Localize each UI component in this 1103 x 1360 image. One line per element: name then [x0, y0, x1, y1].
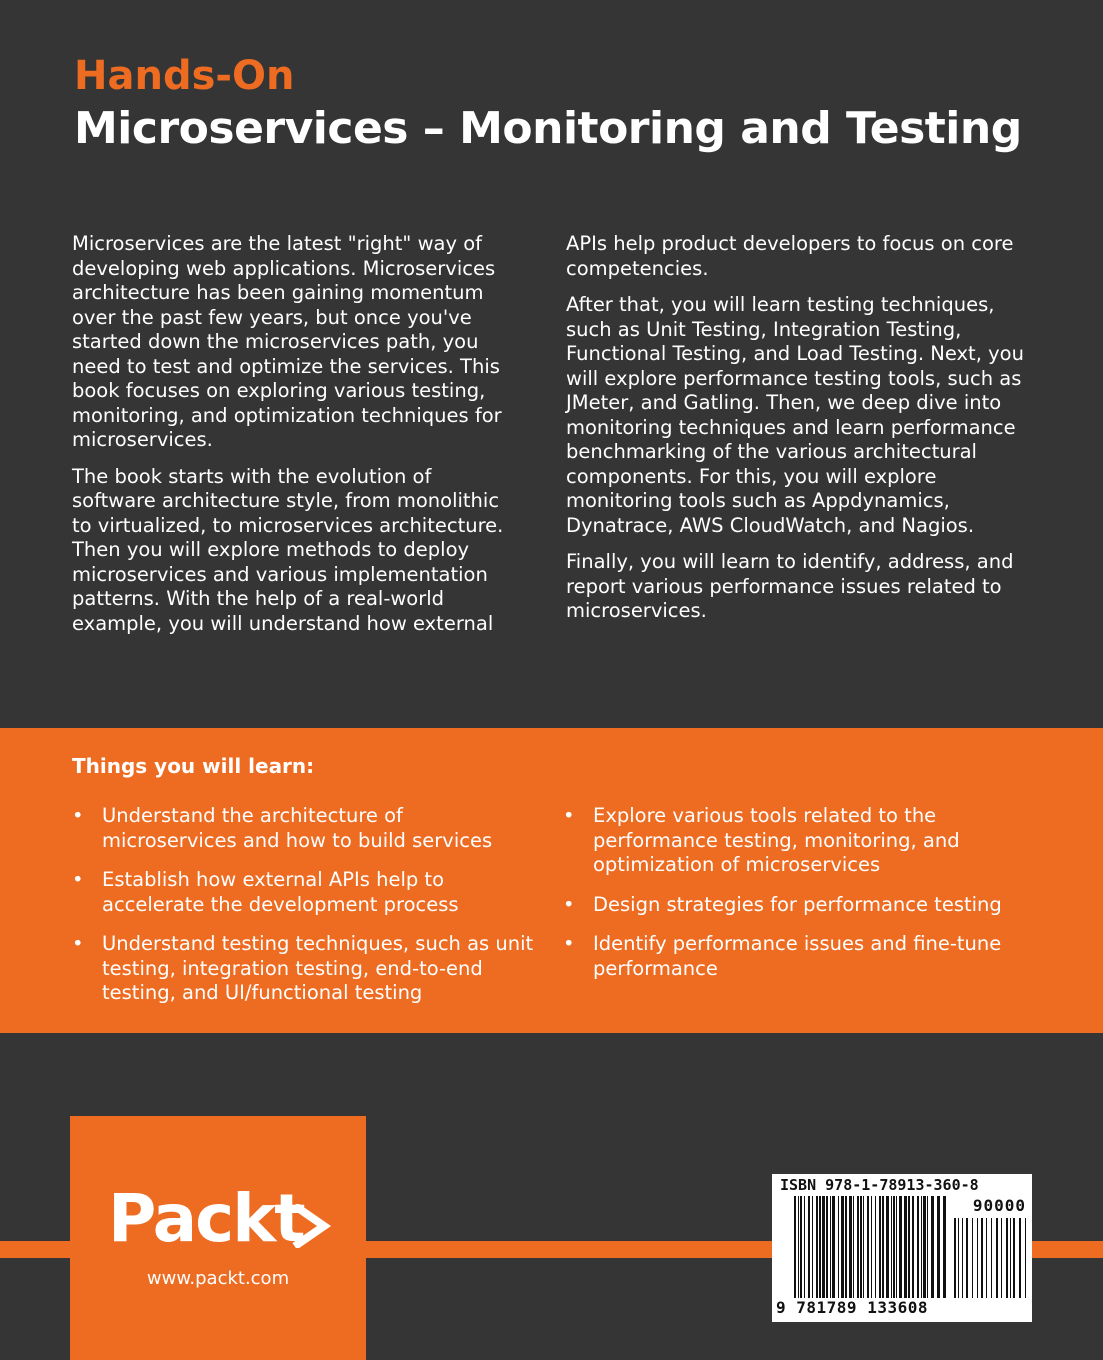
barcode-bar: [798, 1196, 799, 1298]
barcode-bar: [853, 1196, 854, 1298]
learn-item-text: Identify performance issues and fine-tune performance: [593, 932, 1002, 980]
barcode-bar: [937, 1196, 940, 1298]
barcode-bar: [943, 1196, 946, 1298]
barcode-bar: [927, 1196, 928, 1298]
barcode-bar: [808, 1196, 810, 1298]
learn-list-right: [563, 804, 1023, 996]
barcode-bar: [893, 1196, 895, 1298]
barcode-bar: [908, 1196, 910, 1298]
barcode-bar: [822, 1196, 825, 1298]
barcode-bar: [875, 1196, 876, 1298]
learn-item: [563, 932, 1023, 981]
barcode-bar: [912, 1196, 914, 1298]
barcode-bar: [826, 1196, 828, 1298]
barcode-bar: [871, 1196, 872, 1298]
barcode-bar: [923, 1196, 926, 1298]
isbn-label: ISBN 978-1-78913-360-8: [780, 1176, 979, 1194]
description-paragraph: APIs help product developers to focus on core competencies.: [566, 232, 1014, 280]
barcode-bar: [832, 1196, 835, 1298]
barcode-bar: [879, 1196, 881, 1298]
addon-bar: [966, 1218, 968, 1298]
barcode-bar: [841, 1196, 844, 1298]
learn-item: [563, 893, 1023, 918]
title-line-1: Hands-On: [74, 53, 295, 99]
learn-item-text: Understand testing techniques, such as unit testing, integration testing, end-to-end testing, and UI/functional testing: [102, 932, 534, 1004]
barcode-bar: [867, 1196, 869, 1298]
learn-item: [72, 868, 542, 917]
barcode-bar: [845, 1196, 847, 1298]
barcode-bar: [794, 1196, 796, 1298]
barcode-bar: [886, 1196, 889, 1298]
barcode-bar: [804, 1196, 805, 1298]
bullet-icon: •: [563, 932, 575, 955]
barcode-bar: [860, 1196, 862, 1298]
bullet-icon: •: [72, 868, 84, 891]
barcode-bar: [899, 1196, 902, 1298]
description-paragraph: Finally, you will learn to identify, address, and report various performance issues related to microservices.: [566, 550, 1014, 622]
addon-bar: [972, 1218, 973, 1298]
addon-bar: [1010, 1218, 1011, 1298]
learn-list-left: [72, 804, 542, 1021]
barcode-bar: [800, 1196, 802, 1298]
book-title: [74, 52, 1022, 158]
addon-bar: [962, 1218, 963, 1298]
learn-heading: Things you will learn:: [72, 754, 315, 778]
description-left-column: [72, 232, 520, 648]
learn-item: [72, 804, 542, 853]
learn-item-text: Design strategies for performance testing: [593, 892, 1002, 916]
bullet-icon: •: [72, 804, 84, 827]
description-paragraph: The book starts with the evolution of software architecture style, from monolithic to virtualized, to microservices architecture. Then you will explore methods to deploy microservices and various implementation patterns. With the help of a real-world example, you will understand how external: [72, 464, 504, 635]
addon-bar: [958, 1218, 959, 1298]
addon-bar: [996, 1218, 998, 1298]
packt-logo-text: Packt: [108, 1180, 304, 1257]
barcode-bar: [917, 1196, 919, 1298]
learn-item-text: Understand the architecture of microservices and how to build services: [102, 804, 493, 852]
bullet-icon: •: [563, 892, 575, 916]
barcode-bar: [849, 1196, 852, 1298]
ean-number: 9 781789 133608: [776, 1298, 928, 1317]
learn-item: [72, 932, 542, 1006]
addon-bar: [981, 1218, 983, 1298]
description-right-column: [566, 232, 1026, 636]
title-line-2: Microservices – Monitoring and Testing: [74, 103, 1022, 154]
barcode-bar: [882, 1196, 884, 1298]
addon-bar: [1025, 1218, 1026, 1298]
barcode-bar: [931, 1196, 934, 1298]
barcode-bar: [857, 1196, 859, 1298]
barcode-bar: [812, 1196, 813, 1298]
learn-item-text: Establish how external APIs help to accelerate the development process: [102, 868, 459, 916]
publisher-url: www.packt.com: [146, 1268, 290, 1289]
barcode-bar: [896, 1196, 897, 1298]
description-paragraph: Microservices are the latest "right" way of developing web applications. Microservices architecture has been gaining momentum over the past few years, but once you've started down the microservices path, you need to test and optimize the services. This book focuses on exploring various testing, monitoring, and optimization techniques for microservices.: [72, 232, 502, 451]
packt-chevron-icon: [292, 1204, 332, 1248]
barcode-bar: [904, 1196, 907, 1298]
addon-bar: [977, 1218, 978, 1298]
barcode-bar: [830, 1196, 831, 1298]
addon-bar: [1006, 1218, 1008, 1298]
barcode-bar: [816, 1196, 818, 1298]
isbn-barcode: [772, 1174, 1032, 1322]
bullet-icon: •: [563, 804, 575, 827]
packt-logo-box: [70, 1116, 366, 1360]
learn-item-text: Explore various tools related to the performance testing, monitoring, and optimization of microservices: [593, 804, 960, 876]
addon-bar: [1013, 1218, 1015, 1298]
addon-bar: [991, 1218, 992, 1298]
things-you-will-learn-band: [0, 728, 1103, 1033]
addon-bar: [986, 1218, 987, 1298]
addon-bar: [1019, 1218, 1021, 1298]
isbn-addon: 90000: [972, 1196, 1026, 1215]
barcode-bar: [819, 1196, 821, 1298]
description-paragraph: After that, you will learn testing techniques, such as Unit Testing, Integration Testing, Functional Testing, and Load Testing. Next, you will explore performance testing tools, such as JMeter, and Gatling. Then, we deep dive into monitoring techniques and learn performance benchmarking of the various architectural components. For this, you will explore monitoring tools such as Appdynamics, Dynatrace, AWS CloudWatch, and Nagios.: [566, 293, 1024, 537]
bullet-icon: •: [72, 932, 84, 955]
barcode-bar: [921, 1196, 922, 1298]
barcode-bar: [891, 1196, 892, 1298]
addon-bar: [1001, 1218, 1002, 1298]
learn-item: [563, 804, 1023, 878]
barcode-bar: [838, 1196, 839, 1298]
addon-bar: [954, 1218, 956, 1298]
barcode-bar: [863, 1196, 864, 1298]
